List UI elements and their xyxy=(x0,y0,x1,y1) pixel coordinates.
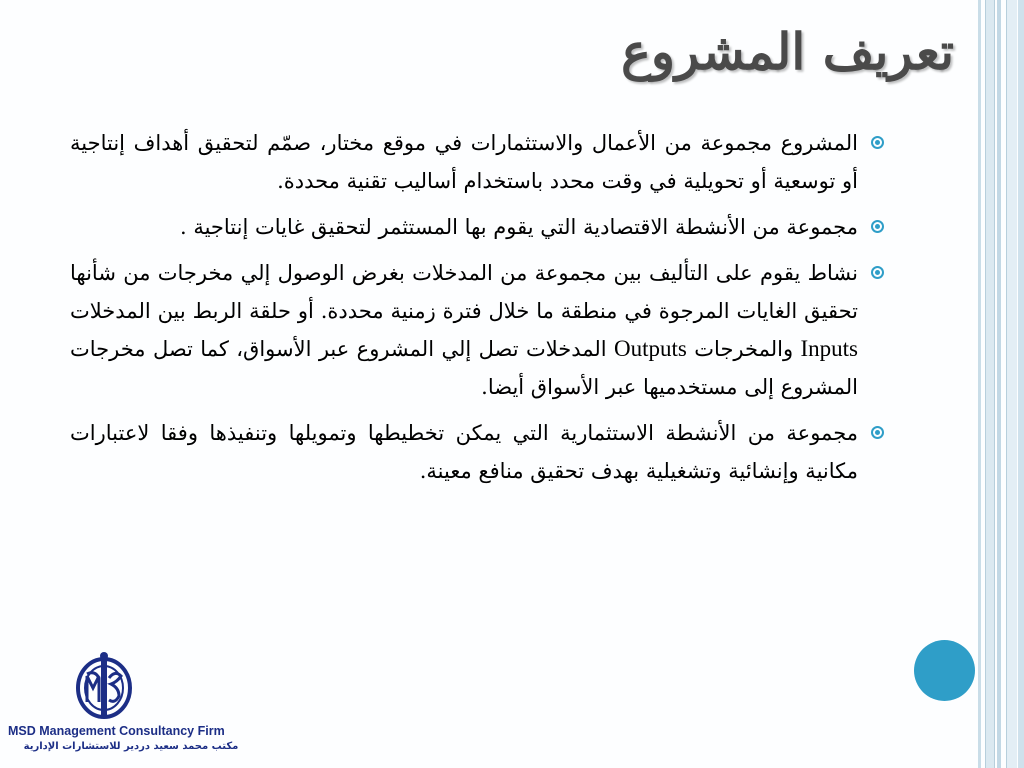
outputs-term: Outputs xyxy=(614,336,687,361)
decorative-stripe xyxy=(978,0,981,768)
bullet-text: مجموعة من الأنشطة الاقتصادية التي يقوم بها المستثمر لتحقيق غايات إنتاجية . xyxy=(179,215,858,239)
bullet-icon xyxy=(871,136,884,149)
bullet-item xyxy=(70,254,884,406)
decorative-stripe xyxy=(1006,0,1017,768)
bullet-text: والمخرجات xyxy=(686,337,801,361)
bullet-list xyxy=(70,124,884,498)
decorative-circle xyxy=(914,640,975,701)
bullet-text: نشاط يقوم على التأليف بين مجموعة من المدخلات بغرض الوصول إلي مخرجات من شأنها تحقيق الغايات المرجوة في منطقة ما خلال فترة زمنية محددة. أو حلقة الربط بين المدخلات xyxy=(70,261,858,323)
bullet-item xyxy=(70,414,884,490)
bullet-item xyxy=(70,208,884,246)
bullet-text: المشروع مجموعة من الأعمال والاستثمارات في موقع مختار، صمّم لتحقيق أهداف إنتاجية أو توسعية أو تحويلية في وقت محدد باستخدام أساليب تقنية محددة. xyxy=(70,131,858,193)
bullet-text: مجموعة من الأنشطة الاستثمارية التي يمكن تخطيطها وتمويلها وتنفيذها وفقا لاعتبارات مكانية وإنشائية وتشغيلية بهدف تحقيق منافع معينة. xyxy=(70,421,858,483)
bullet-text: المدخلات تصل إلي المشروع عبر الأسواق، كما تصل مخرجات المشروع إلى مستخدميها عبر الأسواق أيضا. xyxy=(70,337,858,399)
bullet-icon xyxy=(871,220,884,233)
decorative-stripe xyxy=(985,0,995,768)
decorative-stripe xyxy=(1018,0,1024,768)
decorative-stripe xyxy=(997,0,1001,768)
company-logo xyxy=(73,652,135,720)
inputs-term: Inputs xyxy=(800,336,858,361)
bullet-icon xyxy=(871,426,884,439)
slide-title: تعريف المشروع xyxy=(621,22,954,81)
bullet-icon xyxy=(871,266,884,279)
company-name-ar: مكتب محمد سعيد دردير للاستشارات الإدارية xyxy=(23,741,239,752)
bullet-item xyxy=(70,124,884,200)
company-name-en: MSD Management Consultancy Firm xyxy=(8,724,225,738)
